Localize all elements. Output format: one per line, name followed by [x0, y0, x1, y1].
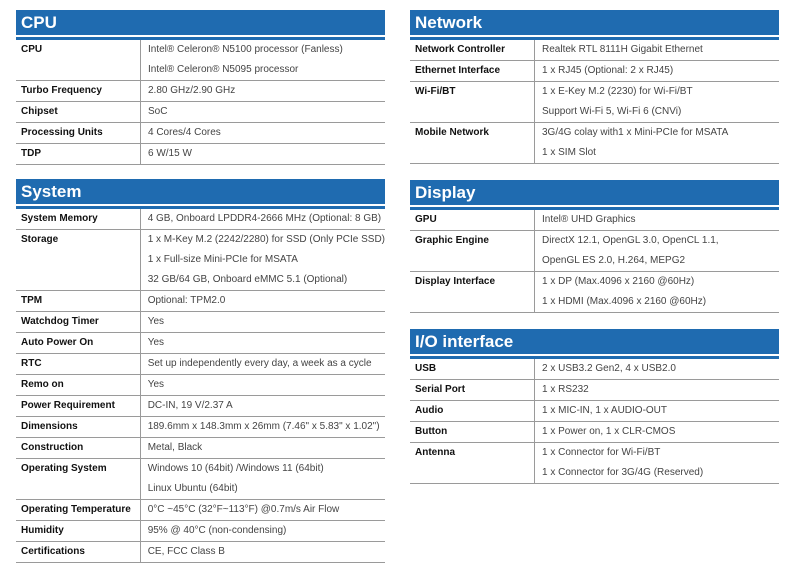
spec-row	[410, 231, 779, 272]
spec-value	[535, 123, 780, 164]
spec-value-line: 1 x RJ45 (Optional: 2 x RJ45)	[542, 65, 674, 76]
spec-value-line: 1 x SIM Slot	[542, 147, 596, 158]
spec-value	[140, 459, 385, 500]
spec-value-line: Linux Ubuntu (64bit)	[147, 483, 238, 494]
spec-row	[16, 500, 385, 521]
spec-label: TPM	[16, 291, 140, 312]
spec-value-line: OpenGL ES 2.0, H.264, MEPG2	[542, 255, 686, 266]
spec-value-line: 1 x Power on, 1 x CLR-CMOS	[542, 426, 676, 437]
spec-row	[16, 438, 385, 459]
spec-label: Dimensions	[16, 417, 140, 438]
spec-value-line: 1 x MIC-IN, 1 x AUDIO-OUT	[542, 405, 668, 416]
network-section	[410, 10, 779, 164]
spec-value-line: Yes	[147, 316, 165, 327]
spec-value-line: 1 x RS232	[542, 384, 589, 395]
spec-value-line: SoC	[148, 106, 168, 117]
spec-value	[140, 333, 385, 354]
spec-row	[16, 291, 385, 312]
spec-value	[535, 401, 780, 422]
section-title: CPU	[16, 10, 385, 35]
spec-value-line: 4 GB, Onboard LPDDR4-2666 MHz (Optional: 8 GB)	[147, 213, 382, 224]
spec-row	[16, 459, 385, 500]
spec-row	[16, 312, 385, 333]
spec-value	[141, 81, 386, 102]
spec-value	[141, 40, 386, 81]
section-title: Display	[410, 180, 779, 205]
spec-label: Audio	[410, 401, 535, 422]
spec-value	[140, 209, 385, 230]
spec-value-line: 1 x M-Key M.2 (2242/2280) for SSD (Only PCIe SSD)	[147, 234, 385, 245]
section-title: I/O interface	[410, 329, 779, 354]
spec-row	[16, 40, 385, 81]
right-column	[410, 10, 779, 498]
spec-value-line: 2 x USB3.2 Gen2, 4 x USB2.0	[542, 363, 676, 374]
spec-row	[410, 61, 779, 82]
spec-value-line: Set up independently every day, a week as a cycle	[147, 358, 372, 369]
spec-value	[140, 521, 385, 542]
spec-value-line: 6 W/15 W	[148, 148, 192, 159]
spec-value	[535, 422, 780, 443]
spec-table	[16, 40, 385, 165]
spec-value-line: CE, FCC Class B	[147, 546, 225, 557]
spec-value	[535, 61, 780, 82]
spec-value	[140, 396, 385, 417]
spec-label: Graphic Engine	[410, 231, 535, 272]
spec-row	[410, 272, 779, 313]
spec-value	[140, 417, 385, 438]
spec-value	[140, 312, 385, 333]
spec-value	[140, 542, 385, 563]
spec-value	[140, 375, 385, 396]
spec-label: Display Interface	[410, 272, 535, 313]
spec-value-line: Realtek RTL 8111H Gigabit Ethernet	[542, 44, 703, 55]
io-section	[410, 329, 779, 484]
spec-label: Wi-Fi/BT	[410, 82, 535, 123]
spec-label: Turbo Frequency	[16, 81, 141, 102]
spec-row	[410, 443, 779, 484]
spec-value-line: Intel® UHD Graphics	[542, 214, 636, 225]
spec-row	[410, 401, 779, 422]
spec-label: Certifications	[16, 542, 140, 563]
system-section	[16, 179, 385, 563]
spec-label: Auto Power On	[16, 333, 140, 354]
spec-value-line: Yes	[147, 379, 165, 390]
spec-value-line: 189.6mm x 148.3mm x 26mm (7.46" x 5.83" x 1.02")	[147, 421, 380, 432]
spec-value	[141, 102, 386, 123]
spec-row	[16, 521, 385, 542]
spec-value	[141, 123, 386, 144]
spec-value-line: Metal, Black	[147, 442, 203, 453]
spec-value	[140, 230, 385, 291]
spec-label: Button	[410, 422, 535, 443]
spec-row	[410, 210, 779, 231]
spec-table	[16, 209, 385, 563]
spec-value-line: 1 x Full-size Mini-PCIe for MSATA	[147, 254, 298, 265]
spec-row	[410, 82, 779, 123]
spec-label: Watchdog Timer	[16, 312, 140, 333]
spec-value-line: 0°C ~45°C (32°F~113°F) @0.7m/s Air Flow	[147, 504, 340, 515]
spec-row	[410, 422, 779, 443]
spec-value-line: DirectX 12.1, OpenGL 3.0, OpenCL 1.1,	[542, 235, 719, 246]
spec-label: Construction	[16, 438, 140, 459]
spec-label: Mobile Network	[410, 123, 535, 164]
spec-value	[141, 144, 386, 165]
spec-value-line: 4 Cores/4 Cores	[148, 127, 221, 138]
spec-table	[410, 40, 779, 164]
spec-label: GPU	[410, 210, 535, 231]
spec-row	[16, 354, 385, 375]
spec-value	[535, 272, 780, 313]
spec-label: Operating Temperature	[16, 500, 140, 521]
spec-row	[16, 396, 385, 417]
cpu-section	[16, 10, 385, 165]
spec-value-line: 95% @ 40°C (non-condensing)	[147, 525, 287, 536]
spec-value	[535, 359, 780, 380]
spec-row	[16, 542, 385, 563]
spec-label: CPU	[16, 40, 141, 81]
spec-label: Storage	[16, 230, 140, 291]
spec-value	[140, 291, 385, 312]
spec-label: USB	[410, 359, 535, 380]
spec-table	[410, 210, 779, 313]
spec-value-line: 1 x Connector for 3G/4G (Reserved)	[542, 467, 704, 478]
spec-value	[535, 210, 780, 231]
spec-value-line: Yes	[147, 337, 165, 348]
spec-row	[16, 144, 385, 165]
spec-value	[140, 500, 385, 521]
spec-row	[16, 333, 385, 354]
spec-row	[410, 359, 779, 380]
spec-value	[535, 231, 780, 272]
spec-row	[410, 123, 779, 164]
spec-row	[16, 209, 385, 230]
spec-label: RTC	[16, 354, 140, 375]
spec-label: Ethernet Interface	[410, 61, 535, 82]
spec-label: Processing Units	[16, 123, 141, 144]
spec-row	[16, 102, 385, 123]
spec-value	[140, 438, 385, 459]
spec-row	[410, 380, 779, 401]
spec-value-line: 1 x Connector for Wi-Fi/BT	[542, 447, 661, 458]
spec-row	[16, 123, 385, 144]
spec-value-line: 1 x DP (Max.4096 x 2160 @60Hz)	[542, 276, 695, 287]
spec-value-line: 1 x HDMI (Max.4096 x 2160 @60Hz)	[542, 296, 707, 307]
spec-label: Operating System	[16, 459, 140, 500]
spec-label: Chipset	[16, 102, 141, 123]
spec-value	[535, 40, 780, 61]
spec-value-line: 3G/4G colay with1 x Mini-PCIe for MSATA	[542, 127, 729, 138]
spec-label: Antenna	[410, 443, 535, 484]
spec-value	[535, 380, 780, 401]
spec-value-line: Windows 10 (64bit) /Windows 11 (64bit)	[147, 463, 324, 474]
spec-label: TDP	[16, 144, 141, 165]
spec-value-line: Intel® Celeron® N5100 processor (Fanless)	[148, 44, 343, 55]
spec-value-line: 2.80 GHz/2.90 GHz	[148, 85, 236, 96]
spec-row	[16, 375, 385, 396]
spec-value	[140, 354, 385, 375]
section-title: Network	[410, 10, 779, 35]
spec-label: Humidity	[16, 521, 140, 542]
spec-value-line: 32 GB/64 GB, Onboard eMMC 5.1 (Optional)	[147, 274, 348, 285]
spec-label: Power Requirement	[16, 396, 140, 417]
spec-value-line: Support Wi-Fi 5, Wi-Fi 6 (CNVi)	[542, 106, 682, 117]
spec-row	[16, 81, 385, 102]
spec-value-line: DC-IN, 19 V/2.37 A	[147, 400, 233, 411]
section-title: System	[16, 179, 385, 204]
display-section	[410, 180, 779, 313]
spec-value-line: Optional: TPM2.0	[147, 295, 226, 306]
spec-value	[535, 443, 780, 484]
spec-label: Network Controller	[410, 40, 535, 61]
spec-value-line: 1 x E-Key M.2 (2230) for Wi-Fi/BT	[542, 86, 693, 97]
spec-label: System Memory	[16, 209, 140, 230]
spec-value	[535, 82, 780, 123]
spec-value-line: Intel® Celeron® N5095 processor	[148, 64, 299, 75]
spec-row	[410, 40, 779, 61]
spec-row	[16, 230, 385, 291]
spec-label: Serial Port	[410, 380, 535, 401]
spec-label: Remo on	[16, 375, 140, 396]
left-column	[16, 10, 385, 577]
spec-row	[16, 417, 385, 438]
spec-table	[410, 359, 779, 484]
